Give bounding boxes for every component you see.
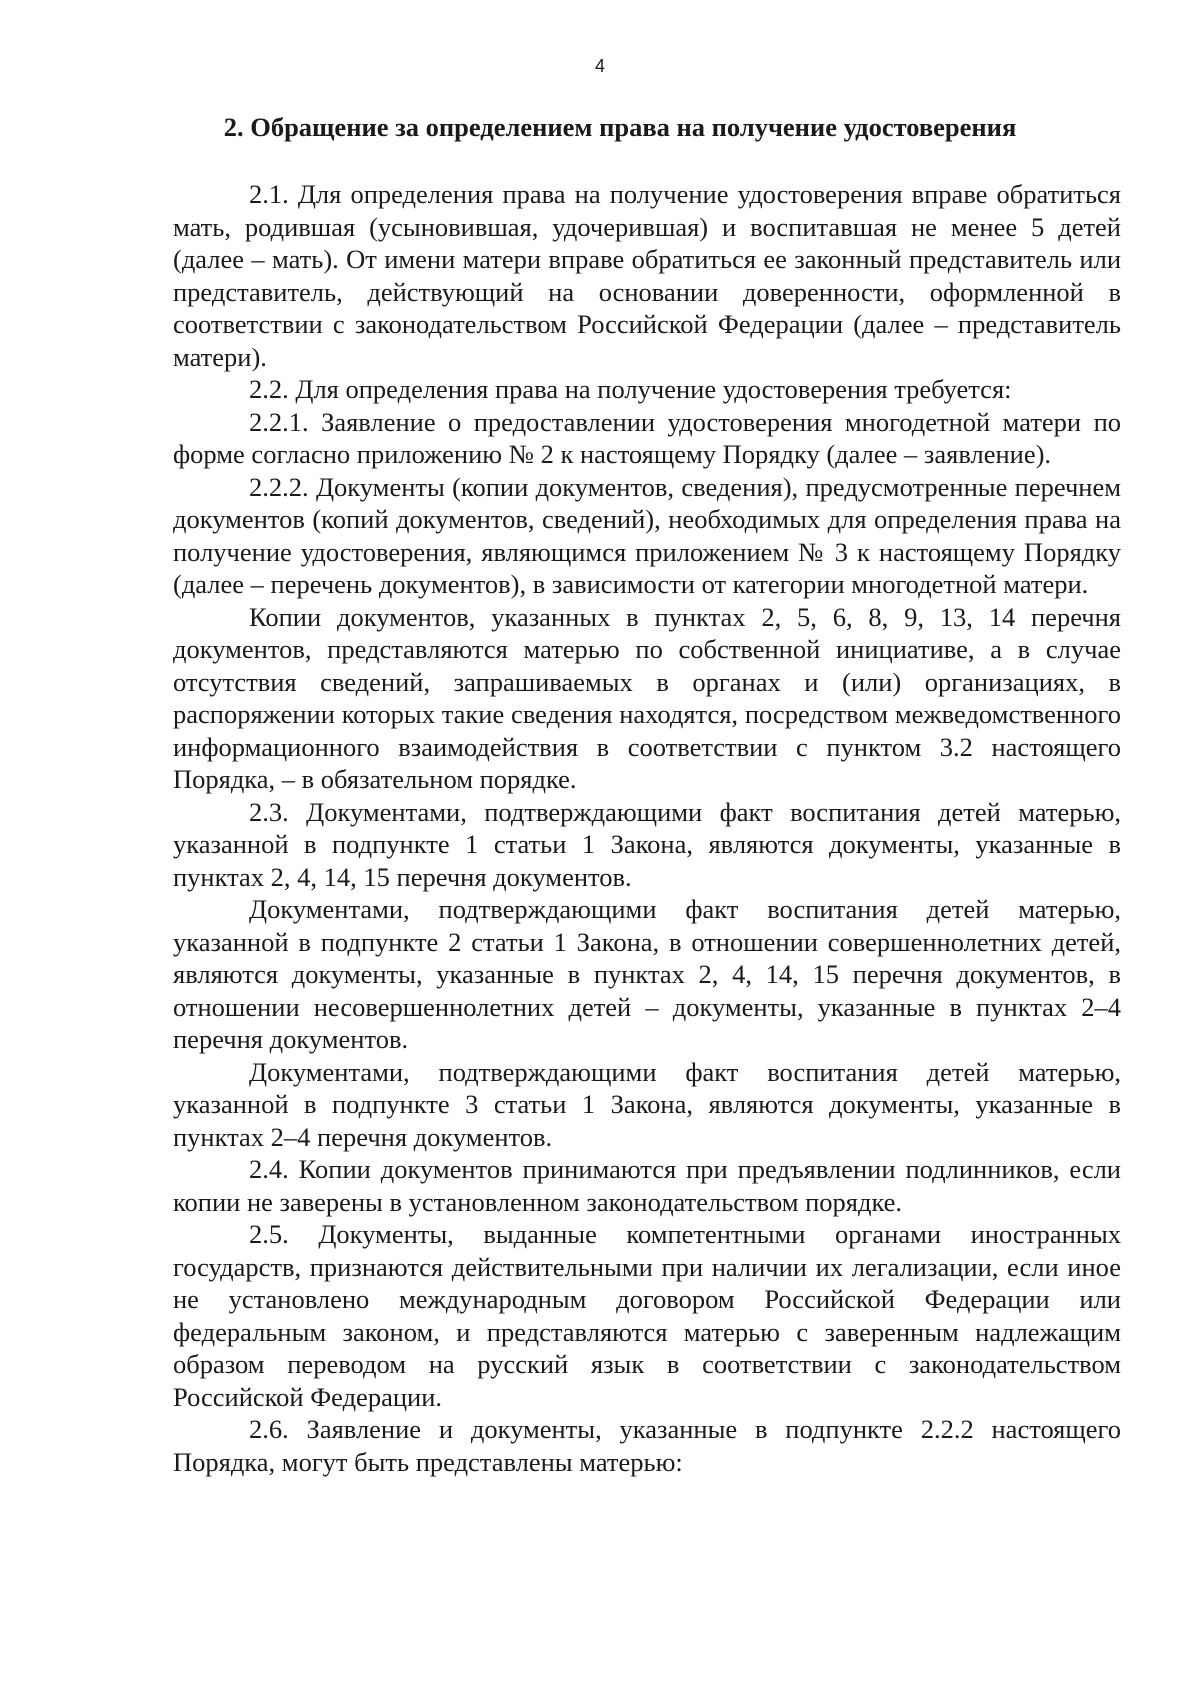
paragraph-2-3-subpoint-2: Документами, подтверждающими факт воспитания детей матерью, указанной в подпункте 2 статьи 1 Закона, в отношении совершеннолетних детей, являются документы, указанные в пунктах 2, 4, 14, 15 перечня документов, в отношении несовершеннолетних детей – документы, указанные в пунктах 2–4 перечня документов. bbox=[173, 894, 1121, 1054]
paragraph-copies-documents: Копии документов, указанных в пунктах 2, 5, 6, 8, 9, 13, 14 перечня документов, представляются матерью по собственной инициативе, а в случае отсутствия сведений, запрашиваемых в органах и (или) организациях, в распоряжении которых такие сведения находятся, посредством межведомственного информационного взаимодействия в соответствии с пунктом 3.2 настоящего Порядка, – в обязательном порядке. bbox=[173, 601, 1121, 794]
paragraph-2-3-subpoint-3: Документами, подтверждающими факт воспитания детей матерью, указанной в подпункте 3 статьи 1 Закона, являются документы, указанные в пунктах 2–4 перечня документов. bbox=[173, 1056, 1121, 1152]
paragraph-2-2: 2.2. Для определения права на получение удостоверения требуется: bbox=[249, 374, 1012, 404]
paragraph-2-2-2: 2.2.2. Документы (копии документов, сведения), предусмотренные перечнем документов (копий документов, сведений), необходимых для определения права на получение удостоверения, являющимся приложением № 3 к настоящему Порядку (далее – перечень документов), в зависимости от категории многодетной матери. bbox=[173, 471, 1121, 599]
paragraph-2-5: 2.5. Документы, выданные компетентными органами иностранных государств, признаются действительными при наличии их легализации, если иное не установлено международным договором Российской Федерации или федеральным законом, и представляются матерью с заверенным надлежащим образом переводом на русский язык в соответствии с законодательством Российской Федерации. bbox=[173, 1219, 1121, 1412]
document-body bbox=[173, 178, 1121, 1478]
paragraph-2-6: 2.6. Заявление и документы, указанные в подпункте 2.2.2 настоящего Порядка, могут быть представлены матерью: bbox=[173, 1414, 1121, 1477]
paragraph-2-4: 2.4. Копии документов принимаются при предъявлении подлинников, если копии не заверены в установленном законодательством порядке. bbox=[173, 1154, 1121, 1217]
paragraph-2-1: 2.1. Для определения права на получение удостоверения вправе обратиться мать, родившая (усыновившая, удочерившая) и воспитавшая не менее 5 детей (далее – мать). От имени матери вправе обратиться ее законный представитель или представитель, действующий на основании доверенности, оформленной в соответствии с законодательством Российской Федерации (далее – представитель матери). bbox=[173, 179, 1121, 372]
page-number: 4 bbox=[594, 56, 605, 76]
paragraph-2-2-1: 2.2.1. Заявление о предоставлении удостоверения многодетной матери по форме согласно приложению № 2 к настоящему Порядку (далее – заявление). bbox=[173, 406, 1121, 469]
paragraph-2-3: 2.3. Документами, подтверждающими факт воспитания детей матерью, указанной в подпункте 1 статьи 1 Закона, являются документы, указанные в пунктах 2, 4, 14, 15 перечня документов. bbox=[173, 796, 1121, 892]
section-title: 2. Обращение за определением права на получение удостоверения bbox=[223, 112, 1017, 142]
